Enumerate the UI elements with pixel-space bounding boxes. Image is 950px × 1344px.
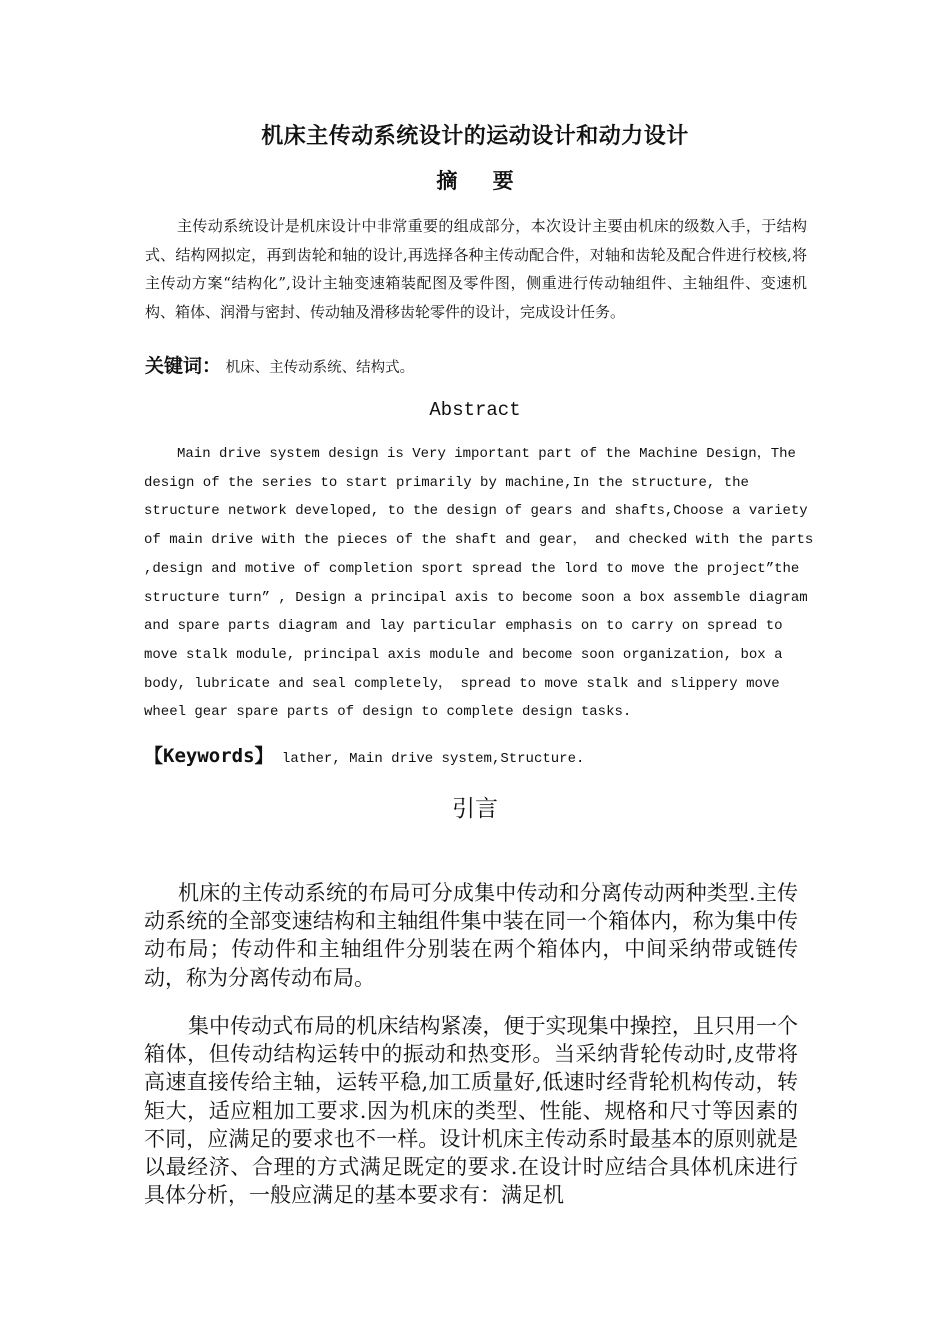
keywords-cn bbox=[145, 350, 807, 384]
abstract-text-cn: 主传动系统设计是机床设计中非常重要的组成部分，本次设计主要由机床的级数入手，于结构式、结构网拟定，再到齿轮和轴的设计,再选择各种主传动配合件，对轴和齿轮及配合件进行校核,将主传动方案“结构化”,设计主轴变速箱装配图及零件图，侧重进行传动轴组件、主轴组件、变速机构、箱体、润滑与密封、传动轴及滑移齿轮零件的设计，完成设计任务。 bbox=[145, 217, 807, 321]
keywords-en-value: lather, Main drive system,Structure. bbox=[281, 751, 585, 767]
abstract-text-en: Main drive system design is Very important part of the Machine Design，The design of the series to start primarily by machine,In the structure, the structure network developed, to the design of gears and shafts,Choose a variety of main drive with the pieces of the shaft and gear， and checked with the parts ,design and motive of completion sport spread the lord to move the project”the structure turn” , Design a principal axis to become soon a box assemble diagram and spare parts diagram and lay particular emphasis on to carry on spread to move stalk module, principal axis module and become soon organization, box a body, lubricate and seal completely， spread to move stalk and slippery move wheel gear spare parts of design to complete design tasks. bbox=[144, 446, 814, 721]
keywords-cn-value: 机床、主传动系统、结构式。 bbox=[225, 360, 415, 376]
abstract-heading-en: Abstract bbox=[429, 399, 521, 421]
intro-paragraph: 集中传动式布局的机床结构紧凑，便于实现集中操控，且只用一个箱体，但传动结构运转中的振动和热变形。当采纳背轮传动时,皮带将高速直接传给主轴，运转平稳,加工质量好,低速时经背轮机构传动，转矩大，适应粗加工要求.因为机床的类型、性能、规格和尺寸等因素的不同，应满足的要求也不一样。设计机床主传动系时最基本的原则就是以最经济、合理的方式满足既定的要求.在设计时应结合具体机床进行具体分析，一般应满足的基本要求有：满足机 bbox=[144, 1014, 798, 1208]
abstract-heading-cn: 摘 要 bbox=[436, 169, 528, 193]
intro-paragraph: 机床的主传动系统的布局可分成集中传动和分离传动两种类型.主传动系统的全部变速结构和主轴组件集中装在同一个箱体内，称为集中传动布局；传动件和主轴组件分别装在两个箱体内，中间采纳带或链传动，称为分离传动布局。 bbox=[144, 881, 798, 990]
intro-heading: 引言 bbox=[452, 796, 498, 822]
document-title: 机床主传动系统设计的运动设计和动力设计 bbox=[261, 124, 689, 149]
keywords-cn-label: 关键词： bbox=[145, 355, 222, 377]
keywords-en bbox=[144, 740, 814, 775]
keywords-en-label: 【Keywords】 bbox=[144, 745, 274, 767]
